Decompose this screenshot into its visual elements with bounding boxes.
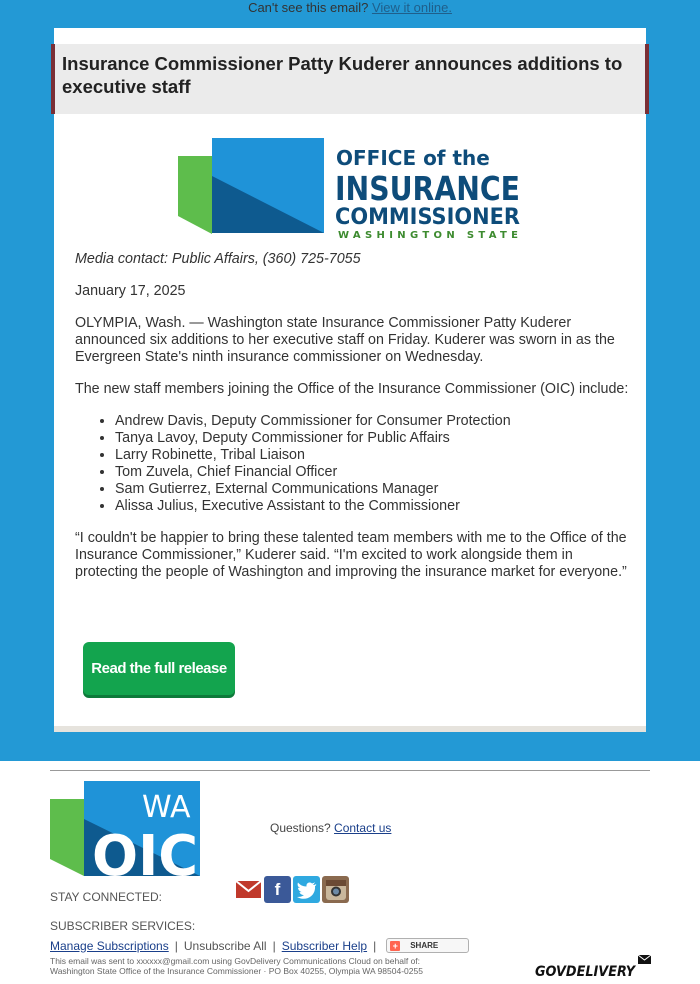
stay-connected-label: STAY CONNECTED: bbox=[50, 890, 163, 904]
share-plus-icon: + bbox=[390, 941, 400, 951]
view-online-link[interactable]: View it online. bbox=[371, 0, 452, 15]
manage-subscriptions-link[interactable]: Manage Subscriptions bbox=[50, 938, 169, 953]
logo-green-shape bbox=[178, 156, 212, 234]
wa-oic-footer-logo bbox=[50, 781, 200, 889]
share-label: SHARE bbox=[410, 941, 439, 950]
paragraph-staff-intro: The new staff members joining the Office of the Insurance Commissioner (OIC) include: bbox=[75, 381, 629, 397]
subscriber-help-link[interactable]: Subscriber Help bbox=[281, 938, 368, 953]
separator: | bbox=[174, 938, 178, 953]
social-icons bbox=[235, 876, 349, 904]
staff-item: • Alissa Julius, Executive Assistant to the Commissioner bbox=[115, 498, 631, 515]
staff-list bbox=[75, 413, 631, 515]
quote-paragraph: “I couldn't be happier to bring these talented team members with me to the Office of the Insurance Commissioner,” Kuderer said. “I'm excited to work alongside them in protecting the people of Washington and improving the insurance market for everyone.” bbox=[75, 530, 627, 580]
release-date: January 17, 2025 bbox=[75, 283, 186, 299]
staff-item: • Andrew Davis, Deputy Commissioner for Consumer Protection bbox=[115, 413, 631, 430]
footer-divider bbox=[50, 770, 650, 771]
subscriber-services-label: SUBSCRIBER SERVICES: bbox=[50, 919, 196, 933]
preheader-text: Can't see this email? bbox=[248, 0, 369, 15]
email-icon[interactable] bbox=[235, 876, 262, 903]
staff-item: • Tom Zuvela, Chief Financial Officer bbox=[115, 464, 631, 481]
separator: | bbox=[272, 938, 276, 953]
logo-line2: INSURANCE bbox=[335, 169, 520, 208]
staff-item: • Tanya Lavoy, Deputy Commissioner for Public Affairs bbox=[115, 430, 631, 447]
footer-logo-wa: WA bbox=[142, 790, 191, 825]
preheader bbox=[0, 0, 700, 16]
separator: | bbox=[373, 938, 377, 953]
instagram-icon[interactable] bbox=[322, 876, 349, 903]
twitter-icon[interactable] bbox=[293, 876, 320, 903]
contact-us-link[interactable]: Contact us bbox=[334, 821, 392, 835]
subscriber-links bbox=[50, 938, 469, 953]
logo-line3: COMMISSIONER bbox=[335, 205, 521, 230]
fine-print bbox=[50, 956, 520, 976]
logo-line4: WASHINGTON STATE bbox=[338, 230, 518, 241]
paragraph-intro: OLYMPIA, Wash. — Washington state Insurance Commissioner Patty Kuderer announced six additions to her executive staff on Friday. Kuderer was sworn in as the Evergreen State's ninth insurance commissioner on Wednesday. bbox=[75, 315, 615, 365]
share-button[interactable] bbox=[386, 938, 469, 953]
logo-line1: OFFICE of the bbox=[336, 146, 490, 170]
govdelivery-logo bbox=[534, 953, 654, 979]
fine-print-line1: This email was sent to xxxxxx@gmail.com using GovDelivery Communications Cloud on behalf of: bbox=[50, 956, 421, 966]
questions-line bbox=[270, 821, 391, 835]
staff-item: • Sam Gutierrez, External Communications Manager bbox=[115, 481, 631, 498]
article-body bbox=[75, 251, 631, 596]
govdelivery-label: GOVDELIVERY bbox=[535, 964, 637, 980]
media-contact: Media contact: Public Affairs, (360) 725-7055 bbox=[75, 251, 361, 267]
footer-logo-oic: OIC bbox=[92, 824, 198, 889]
read-full-release-button[interactable]: Read the full release bbox=[83, 642, 235, 695]
headline: Insurance Commissioner Patty Kuderer announces additions to executive staff bbox=[51, 44, 649, 114]
staff-item: • Larry Robinette, Tribal Liaison bbox=[115, 447, 631, 464]
oic-header-logo bbox=[178, 138, 524, 241]
card-bottom-edge bbox=[54, 726, 646, 732]
questions-text: Questions? bbox=[270, 821, 331, 835]
facebook-icon[interactable]: f bbox=[264, 876, 291, 903]
email-card bbox=[54, 28, 646, 732]
unsubscribe-all-link[interactable]: Unsubscribe All bbox=[183, 938, 267, 953]
fine-print-line2: Washington State Office of the Insurance Commissioner · PO Box 40255, Olympia WA 98504-0255 bbox=[50, 966, 423, 976]
